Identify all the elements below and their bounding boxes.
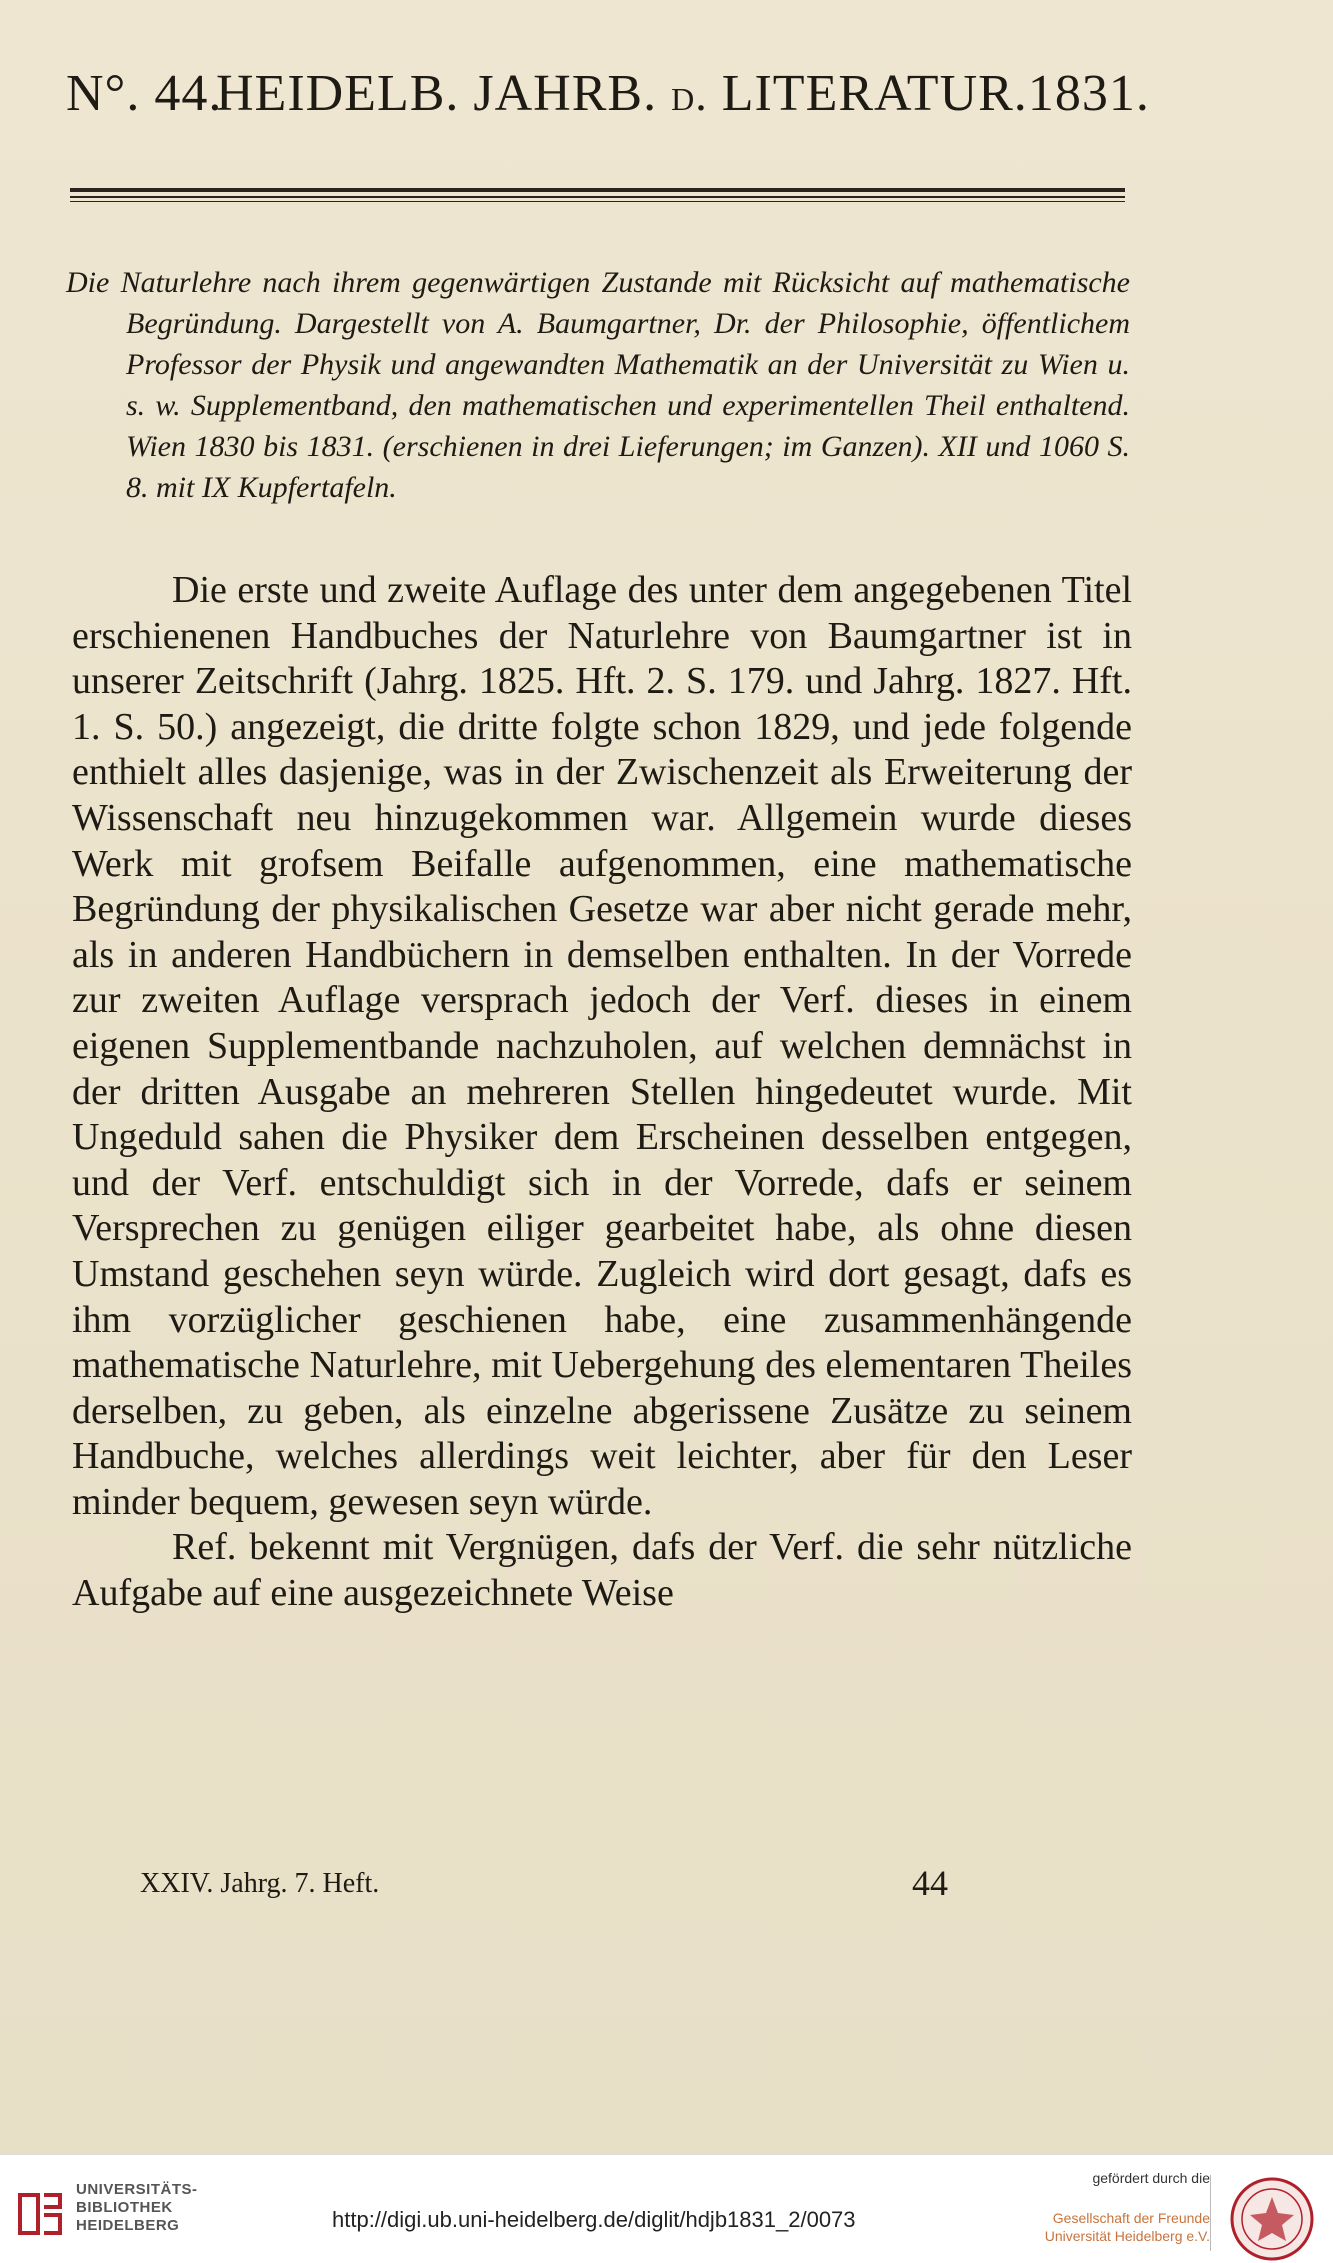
sponsor-credit: gefördert durch die Gesellschaft der Freunde Universität Heidelberg e.V. — [1044, 2170, 1210, 2244]
digitization-footer — [0, 2154, 1333, 2263]
paragraph: Ref. bekennt mit Vergnügen, dafs der Verf. die sehr nützliche Aufgabe auf eine ausgezeichnete Weise — [72, 1526, 1132, 1615]
library-logo-icon — [14, 2187, 66, 2239]
permalink[interactable]: http://digi.ub.uni-heidelberg.de/diglit/hdjb1831_2/0073 — [332, 2207, 856, 2232]
issue-number: N°. 44. — [66, 65, 223, 122]
header-rule — [70, 196, 1125, 198]
sheet-number: 44 — [912, 1863, 948, 1903]
journal-title: HEIDELB. JAHRB. d. LITERATUR. — [216, 65, 1028, 122]
journal-year: 1831. — [1027, 65, 1150, 122]
university-seal-icon — [1228, 2175, 1316, 2263]
divider — [1210, 2175, 1211, 2251]
signature-mark: XXIV. Jahrg. 7. Heft. — [140, 1868, 380, 1899]
paragraph: Die erste und zweite Auflage des unter dem angegebenen Titel erschienenen Handbuches der Naturlehre von Baumgartner ist in unserer Zeitschrift (Jahrg. 1825. Hft. 2. S. 179. und Jahrg. 1827. Hft. 1. S. 50.) angezeigt, die dritte folgte schon 1829, und jede folgende enthielt alles dasjenige, was in der Zwischenzeit als Erweiterung der Wissenschaft neu hinzugekommen war. Allgemein wurde dieses Werk mit grofsem Beifalle aufgenommen, eine mathematische Begründung der physikalischen Gesetze war aber nicht gerade mehr, als in anderen Handbüchern in demselben enthalten. In der Vorrede zur zweiten Auflage versprach jedoch der Verf. dieses in einem eigenen Supplementbande nachzuholen, auf welchen demnächst in der dritten Ausgabe an mehreren Stellen hingedeutet wurde. Mit Ungeduld sahen die Physiker dem Erscheinen desselben entgegen, und der Verf. entschuldigt sich in der Vorrede, dafs er seinem Versprechen zu genügen eiliger gearbeitet habe, als ohne diesen Umstand geschehen seyn würde. Zugleich wird dort gesagt, dafs es ihm vorzüglicher geschienen habe, eine zusammenhängende mathematische Naturlehre, mit Uebergehung des elementaren Theiles derselben, zu geben, als einzelne abgerissene Zusätze zu seinem Handbuche, welches allerdings weit leichter, aber für den Leser minder bequem, gewesen seyn würde. — [72, 569, 1132, 1523]
review-body — [72, 568, 1132, 1617]
library-name: UNIVERSITÄTS- BIBLIOTHEK HEIDELBERG — [76, 2181, 198, 2234]
header-rule — [70, 188, 1125, 192]
bibliographic-entry: Die Naturlehre nach ihrem gegenwärtigen Zustande mit Rücksicht auf mathematische Begründung. Dargestellt von A. Baumgartner, Dr. der Philosophie, öffentlichem Professor der Physik und angewandten Mathematik an der Universität zu Wien u. s. w. Supplementband, den mathematischen und experimentellen Theil enthaltend. Wien 1830 bis 1831. (erschienen in drei Lieferungen; im Ganzen). XII und 1060 S. 8. mit IX Kupfertafeln. — [66, 266, 1130, 504]
header-rule — [70, 201, 1125, 202]
running-header — [66, 64, 1150, 123]
